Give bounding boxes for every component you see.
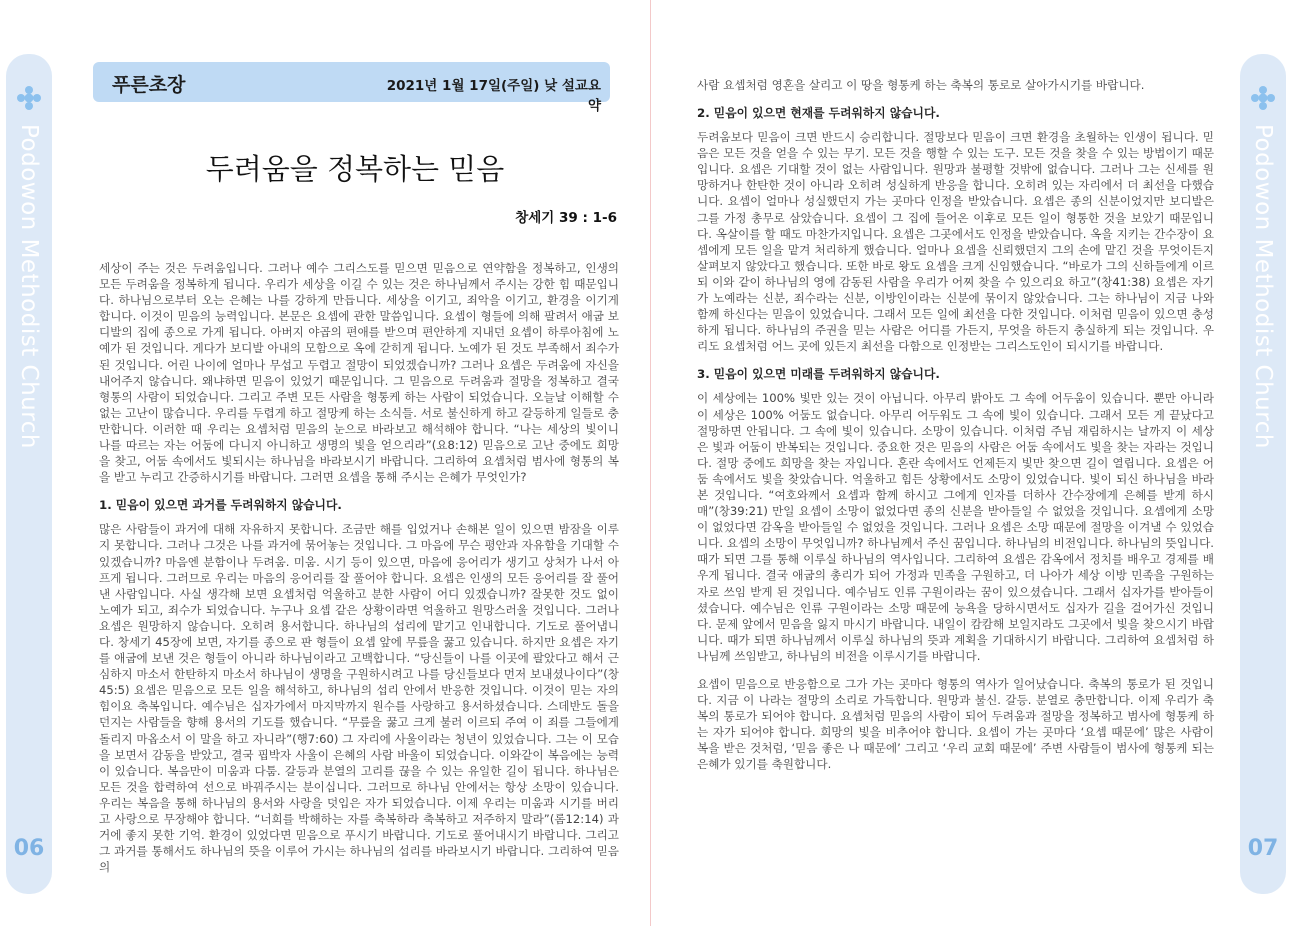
left-column	[99, 260, 619, 875]
page-number-left: 06	[13, 836, 45, 861]
series-title: 푸른초장	[112, 74, 186, 96]
section1-paragraph: 많은 사람들이 과거에 대해 자유하지 못합니다. 조금만 해를 입었거나 손해본 일이 있으면 밤잠을 이루지 못합니다. 그러나 그것은 나를 과거에 묶어놓는 것입니다. 그 마음에 무슨 평안과 자유함을 기대할 수 있겠습니까? 마음엔 분함이나 두려움. 미움. 시기 등이 있으면, 마음에 응어리가 생기고 상처가 나서 아프게 됩니다. 그러므로 우리는 마음의 응어리를 잘 풀어야 합니다. 요셉은 인생의 모든 응어리를 잘 풀어낸 사람입니다. 사실 생각해 보면 요셉처럼 억울하고 분한 사람이 어디 있겠습니까? 잘못한 것도 없이 노예가 되고, 죄수가 되었습니다. 누구나 요셉 같은 상황이라면 억울하고 원망스러울 것입니다. 그러나 요셉은 원망하지 않습니다. 오히려 용서합니다. 하나님의 섭리에 맡기고 인내합니다. 기도로 풀어냅니다. 창세기 45장에 보면, 자기를 종으로 판 형들이 요셉 앞에 무릎을 꿇고 있습니다. 하지만 요셉은 자기를 애굽에 보낸 것은 형들이 아니라 하나님이라고 고백합니다. “당신들이 나를 이곳에 팔았다고 해서 근심하지 마소서 한탄하지 마소서 하나님이 생명을 구원하시려고 나를 당신들보다 먼저 보내셨나이다”(창45:5) 요셉은 믿음으로 모든 일을 해석하고, 하나님의 섭리 안에서 반응한 것입니다. 이것이 믿는 자의 힘이요 축복입니다. 예수님은 십자가에서 마지막까지 원수를 사랑하고 용서하셨습니다. 스데반도 돌을 던지는 사람들을 향해 용서의 기도를 했습니다. “무릎을 꿇고 크게 불러 이르되 주여 이 죄를 그들에게 돌리지 마옵소서 이 말을 하고 자니라”(행7:60) 그 자리에 사울이라는 청년이 있었습니다. 그는 이 모습을 보면서 감동을 받았고, 결국 핍박자 사울이 은혜의 사람 바울이 되었습니다. 이와같이 복음에는 능력이 있습니다. 복음만이 미움과 다툼. 갈등과 분열의 고리를 끊을 수 있는 유일한 길이 됩니다. 하나님은 모든 것을 합력하여 선으로 바꿔주시는 분이십니다. 그러므로 하나님 안에서는 항상 소망이 있습니다. 우리는 복음을 통해 하나님의 용서와 사랑을 덧입은 자가 되었습니다. 이제 우리는 미움과 시기를 버리고 사랑으로 무장해야 합니다. “너희를 박해하는 자를 축복하라 축복하고 저주하지 말라”(롬12:14) 과거에 좋지 못한 기억. 환경이 있었다면 믿음으로 푸시기 바랍니다. 기도로 풀어내시기 바랍니다. 그리고 그 과거를 통해서도 하나님의 뜻을 이루어 가시는 하나님의 섭리를 바라보시기 바랍니다. 그리하여 믿음의	[99, 522, 619, 875]
sermon-date: 2021년 1월 17일(주일) 낮 설교요약	[386, 78, 601, 114]
section1-heading: 1. 믿음이 있으면 과거를 두려워하지 않습니다.	[99, 498, 342, 513]
intro-paragraph: 세상이 주는 것은 두려움입니다. 그러나 예수 그리스도를 믿으면 믿음으로 연약함을 정복하고, 인생의 모든 두려움을 정복하게 됩니다. 우리가 세상을 이길 수 있는 것은 하나님께서 주시는 강한 힘 때문입니다. 하나님으로부터 오는 은혜는 나를 강하게 만듭니다. 세상을 이기고, 죄악을 이기고, 환경을 이기게 합니다. 이것이 믿음의 능력입니다. 본문은 요셉에 관한 말씀입니다. 요셉이 형들에 의해 팔려서 애굽 보디발의 집에 종으로 가게 됩니다. 아버지 야곱의 편애를 받으며 편안하게 지내던 요셉이 하루아침에 노예가 된 것입니다. 게다가 보디발 아내의 모함으로 옥에 갇히게 됩니다. 노예가 된 것도 부족해서 죄수가 된 것입니다. 어린 나이에 얼마나 무섭고 두렵고 절망이 되었겠습니까? 그러나 요셉은 두려움에 자신을 내어주지 않습니다. 왜냐하면 믿음이 있었기 때문입니다. 그 믿음으로 두려움과 절망을 정복하고 결국 형통의 사람이 되었습니다. 그리고 주변 모든 사람을 형통케 하는 사람이 되었습니다. 오늘날 이해할 수 없는 고난이 많습니다. 우리를 두렵게 하고 절망케 하는 소식들. 서로 불신하게 하고 갈등하게 일들로 충만합니다. 이러한 때 우리는 요셉처럼 믿음의 눈으로 바라보고 해석해야 합니다. “나는 세상의 빛이니 나를 따르는 자는 어둠에 다니지 아니하고 생명의 빛을 얻으리라”(요8:12) 믿음으로 고난 중에도 희망을 찾고, 어둠 속에서도 빛되시는 하나님을 바라보시기 바랍니다. 그리하여 요셉처럼 범사에 형통의 복을 받고 누리고 간증하시기를 바랍니다. 그러면 요셉을 통해 주시는 은혜가 무엇인가?	[99, 261, 619, 485]
section2-heading: 2. 믿음이 있으면 현재를 두려워하지 않습니다.	[697, 106, 940, 121]
church-cross-icon	[17, 86, 41, 110]
section2-paragraph: 두려움보다 믿음이 크면 반드시 승리합니다. 절망보다 믿음이 크면 환경을 초월하는 인생이 됩니다. 믿음은 모든 것을 얻을 수 있는 무기. 모든 것을 행할 수 있는 도구. 모든 것을 찾을 수 있는 방법이기 때문입니다. 요셉은 기대할 것이 없는 사람입니다. 원망과 불평할 것밖에 없습니다. 그러나 그는 신세를 원망하거나 한탄한 것이 아니라 오히려 성실하게 반응을 합니다. 오히려 있는 자리에서 더 최선을 다했습니다. 요셉이 얼마나 성실했던지 가는 곳마다 인정을 받았습니다. 요셉은 종의 신분이었지만 보디발은 그를 가정 총무로 삼았습니다. 요셉이 그 집에 들어온 이후로 모든 일이 형통한 것을 보았기 때문입니다. 옥살이를 할 때도 마찬가지입니다. 요셉은 그곳에서도 인정을 받았습니다. 옥을 지키는 간수장이 요셉에게 모든 일을 맡겨 처리하게 했습니다. 얼마나 요셉을 신뢰했던지 그의 손에 맡긴 것을 무엇이든지 살펴보지 않았다고 했습니다. 또한 바로 왕도 요셉을 크게 신임했습니다. “바로가 그의 신하들에게 이르되 이와 같이 하나님의 영에 감동된 사람을 우리가 어찌 찾을 수 있으리요 하고”(창41:38) 요셉은 자기가 노예라는 신분, 죄수라는 신분, 이방인이라는 신분에 묶이지 않았습니다. 그는 하나님이 지금 나와 함께 하신다는 믿음이 있었습니다. 그래서 모든 일에 최선을 다한 것입니다. 이처럼 믿음이 있으면 충성하게 됩니다. 하나님의 주권을 믿는 사람은 어디를 가든지, 무엇을 하든지 충실하게 되는 것입니다. 우리도 요셉처럼 어느 곳에 있든지 최선을 다함으로 인정받는 그리스도인이 되시기를 바랍니다.	[697, 130, 1214, 354]
page-fold	[650, 0, 651, 926]
church-name-vertical: Podowon Methodist Church	[16, 124, 42, 449]
sermon-title: 두려움을 정복하는 믿음	[205, 152, 505, 186]
scripture-reference: 창세기 39 : 1-6	[515, 210, 617, 226]
right-side-tab	[1240, 54, 1286, 894]
left-side-tab	[6, 54, 52, 894]
section3-paragraph: 이 세상에는 100% 빛만 있는 것이 아닙니다. 아무리 밝아도 그 속에 어두움이 있습니다. 뿐만 아니라 이 세상은 100% 어둠도 없습니다. 아무리 어두워도 그 속에 빛이 있습니다. 그래서 모든 게 끝났다고 절망하면 안됩니다. 그 속에 빛이 있습니다. 소망이 있습니다. 이처럼 주님 재림하시는 날까지 이 세상은 빛과 어둠이 반복되는 것입니다. 중요한 것은 믿음의 사람은 어둠 속에서도 빛을 찾는 자라는 것입니다. 절망 중에도 희망을 찾는 자입니다. 혼란 속에서도 언제든지 빛만 찾으면 길이 열립니다. 요셉은 어둠 속에서도 빛을 찾았습니다. 억울하고 힘든 상황에서도 소망이 있었습니다. 빛이 되신 하나님을 바라본 것입니다. “여호와께서 요셉과 함께 하시고 그에게 인자를 더하사 간수장에게 은혜를 받게 하시매”(창39:21) 만일 요셉이 소망이 없었다면 종의 신분을 받아들일 수 없었을 것입니다. 요셉에게 소망이 없었다면 감옥을 받아들일 수 없었을 것입니다. 그러나 요셉은 소망 때문에 절망을 이겨낼 수 있었습니다. 요셉의 소망이 무엇입니까? 하나님께서 주신 꿈입니다. 하나님의 비전입니다. 하나님의 뜻입니다. 때가 되면 그를 통해 이루실 하나님의 역사입니다. 그리하여 요셉은 감옥에서 정치를 배우고 경제를 배우게 됩니다. 결국 애굽의 총리가 되어 가정과 민족을 구원하고, 더 나아가 세상 이방 민족을 구원하는 자로 쓰임 받게 된 것입니다. 예수님도 인류 구원이라는 꿈이 있으셨습니다. 그래서 십자가를 받아들이셨습니다. 예수님은 인류 구원이라는 소망 때문에 능욕을 당하시면서도 십자가 길을 걸어가신 것입니다. 문제 앞에서 믿음을 잃지 마시기 바랍니다. 내일이 캄캄해 보일지라도 그곳에서 빛을 찾으시기 바랍니다. 때가 되면 하나님께서 이루실 하나님의 뜻과 계획을 기대하시기 바랍니다. 그리하여 요셉처럼 하나님께 쓰임받고, 하나님의 비전을 이루시기를 바랍니다.	[697, 391, 1214, 663]
page-number-right: 07	[1247, 836, 1279, 861]
church-cross-icon	[1251, 86, 1275, 110]
section3-heading: 3. 믿음이 있으면 미래를 두려워하지 않습니다.	[697, 367, 940, 382]
conclusion-paragraph: 요셉이 믿음으로 반응함으로 그가 가는 곳마다 형통의 역사가 일어났습니다. 축복의 통로가 된 것입니다. 지금 이 나라는 절망의 소리로 가득합니다. 원망과 불신. 갈등. 분열로 충만합니다. 이제 우리가 축복의 통로가 되어야 합니다. 요셉처럼 믿음의 사람이 되어 두려움과 절망을 정복하고 범사에 형통케 하는 자가 되어야 합니다. 희망의 빛을 비추어야 합니다. 요셉이 가는 곳마다 ‘요셉 때문에’ 많은 사람이 복을 받은 것처럼, ‘믿음 좋은 나 때문에’ 그리고 ‘우리 교회 때문에’ 주변 사람들이 범사에 형통케 되는 은혜가 있기를 축원합니다.	[697, 677, 1214, 772]
right-column	[697, 77, 1214, 773]
church-name-vertical: Podowon Methodist Church	[1250, 124, 1276, 449]
section1-paragraph-continued: 사람 요셉처럼 영혼을 살리고 이 땅을 형통케 하는 축복의 통로로 살아가시기를 바랍니다.	[697, 78, 1145, 92]
